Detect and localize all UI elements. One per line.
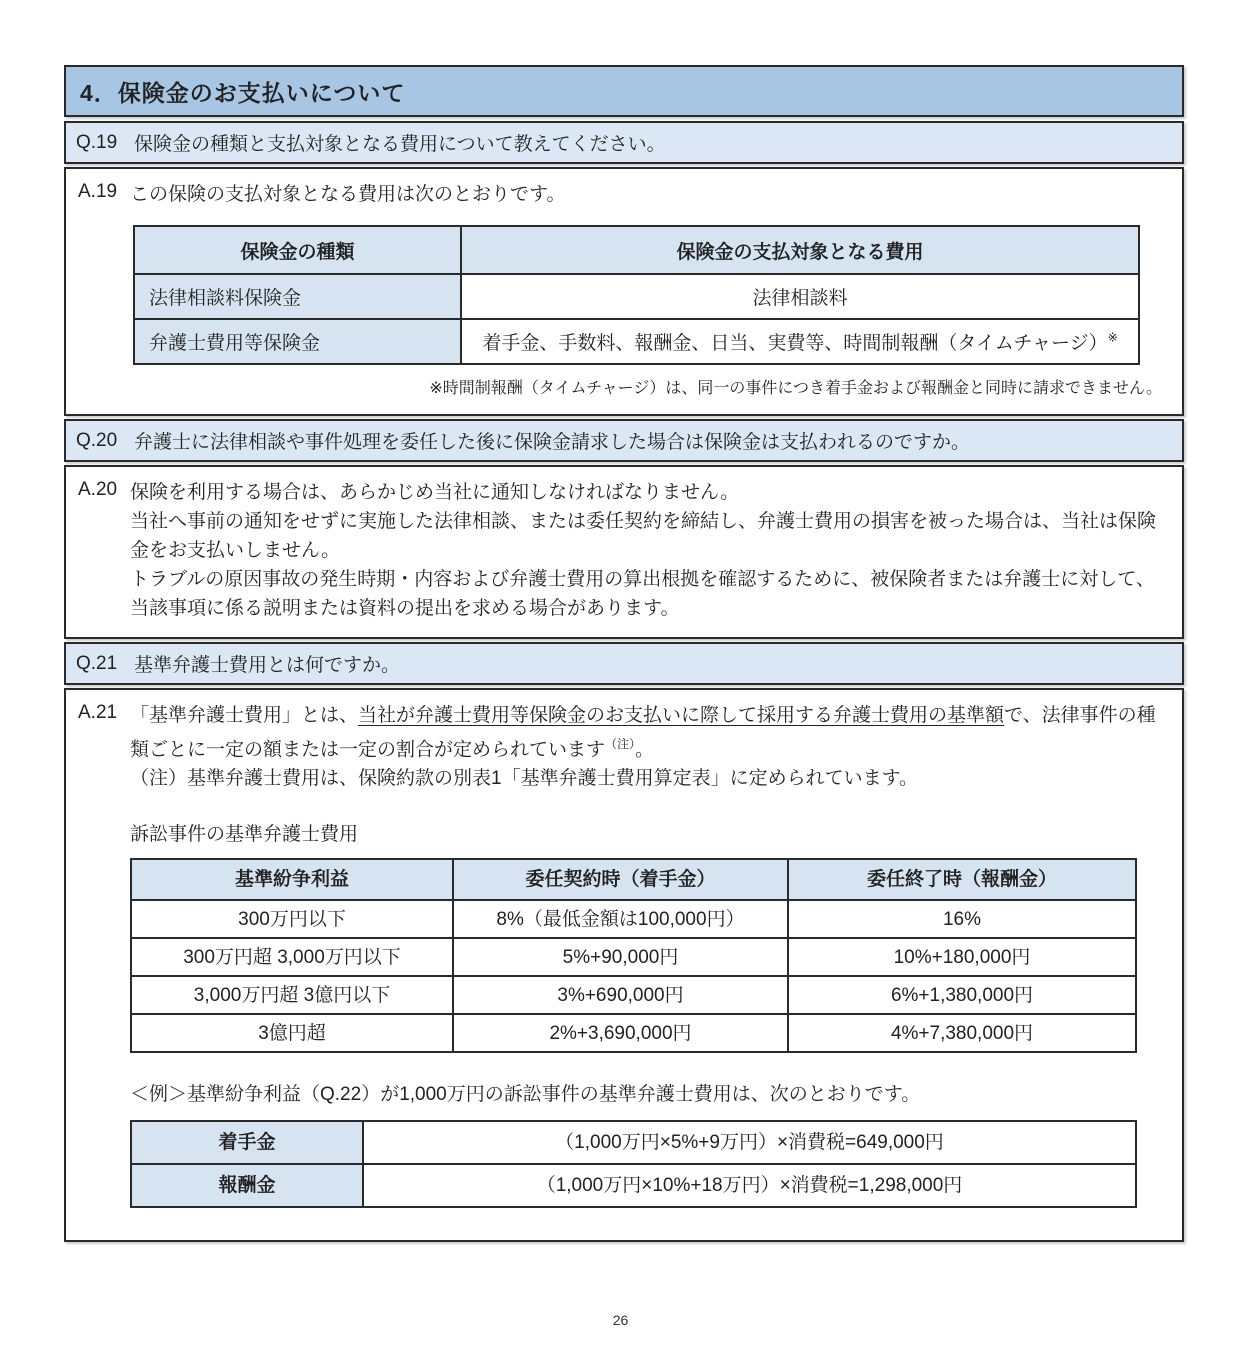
table-row [134, 319, 1139, 364]
answer-20-text [130, 478, 1166, 623]
answer-20-box [64, 465, 1184, 639]
answer-20-paragraph: 保険を利用する場合は、あらかじめ当社に通知しなければなりません。 [130, 482, 740, 503]
answer-21-paragraph [130, 701, 1166, 764]
table-header-row [131, 859, 1136, 900]
covered-cost-text: 着手金、手数料、報酬金、日当、実費等、時間制報酬（タイムチャージ） [482, 333, 1108, 354]
dispute-benefit-cell: 3,000万円超 3億円以下 [131, 976, 453, 1014]
answer-21-text [130, 701, 1166, 1208]
fee-type-cell: 報酬金 [131, 1164, 363, 1207]
dispute-benefit-cell: 300万円以下 [131, 900, 453, 938]
question-21-box [64, 642, 1184, 685]
answer-20-paragraph: トラブルの原因事故の発生時期・内容および弁護士費用の算出根拠を確認するために、被保険者または弁護士に対して、当該事項に係る説明または資料の提出を求める場合があります。 [130, 569, 1155, 619]
retainer-cell: 3%+690,000円 [453, 976, 788, 1014]
success-fee-cell: 4%+7,380,000円 [788, 1014, 1136, 1052]
page-content [64, 65, 1184, 1245]
table-row [131, 1014, 1136, 1052]
answer-21-label: A.21 [78, 702, 118, 723]
question-19-box [64, 121, 1184, 164]
table-row [131, 976, 1136, 1014]
calculation-cell: （1,000万円×10%+18万円）×消費税=1,298,000円 [363, 1164, 1136, 1207]
table-row [131, 1164, 1136, 1207]
example-calculation-table [130, 1120, 1137, 1208]
success-fee-cell: 10%+180,000円 [788, 938, 1136, 976]
page-number: 26 [612, 1312, 629, 1328]
paragraph-underlined: 当社が弁護士費用等保険金のお支払いに際して採用する弁護士費用の基準額 [358, 705, 1005, 726]
table-row [131, 900, 1136, 938]
table-header-row [134, 226, 1139, 274]
table-footnote: ※時間制報酬（タイムチャージ）は、同一の事件につき着手金および報酬金と同時に請求できません。 [429, 380, 1162, 397]
benefit-type-cell: 法律相談料保険金 [134, 274, 461, 319]
dispute-benefit-cell: 300万円超 3,000万円以下 [131, 938, 453, 976]
table-row [134, 274, 1139, 319]
reference-mark: ※ [1107, 330, 1118, 345]
note-superscript: （注） [605, 737, 636, 751]
covered-cost-cell: 法律相談料 [461, 274, 1139, 319]
answer-19-label: A.19 [78, 181, 118, 202]
dispute-benefit-cell: 3億円超 [131, 1014, 453, 1052]
answer-20-paragraph: 当社へ事前の通知をせずに実施した法律相談、または委任契約を締結し、弁護士費用の損害を被った場合は、当社は保険金をお支払いしません。 [130, 511, 1157, 561]
example-intro: ＜例＞基準紛争利益（Q.22）が1,000万円の訴訟事件の基準弁護士費用は、次のとおりです。 [130, 1084, 921, 1106]
calculation-cell: （1,000万円×5%+9万円）×消費税=649,000円 [363, 1121, 1136, 1164]
lawyer-fees-table [130, 858, 1137, 1053]
table-row [131, 938, 1136, 976]
success-fee-cell: 16% [788, 900, 1136, 938]
benefit-types-table [133, 225, 1140, 365]
answer-19-box [64, 167, 1184, 416]
answer-21-note: （注）基準弁護士費用は、保険約款の別表1「基準弁護士費用算定表」に定められています。 [130, 768, 919, 790]
retainer-cell: 8%（最低金額は100,000円） [453, 900, 788, 938]
dispute-benefit-header: 基準紛争利益 [131, 859, 453, 900]
retainer-header: 委任契約時（着手金） [453, 859, 788, 900]
question-21-label: Q.21 [76, 652, 118, 674]
fee-type-cell: 着手金 [131, 1121, 363, 1164]
success-fee-header: 委任終了時（報酬金） [788, 859, 1136, 900]
covered-cost-cell [461, 319, 1139, 364]
benefit-type-cell: 弁護士費用等保険金 [134, 319, 461, 364]
covered-cost-header: 保険金の支払対象となる費用 [461, 226, 1139, 274]
fees-table-caption: 訴訟事件の基準弁護士費用 [130, 824, 359, 846]
benefit-type-header: 保険金の種類 [134, 226, 461, 274]
success-fee-cell: 6%+1,380,000円 [788, 976, 1136, 1014]
answer-21-box [64, 688, 1184, 1242]
answer-19-intro: この保険の支払対象となる費用は次のとおりです。 [130, 184, 566, 205]
question-20-box [64, 419, 1184, 462]
question-19-text: 保険金の種類と支払対象となる費用について教えてください。 [134, 134, 666, 155]
section-header [64, 65, 1184, 117]
question-20-label: Q.20 [76, 429, 118, 451]
section-title: 4．保険金のお支払いについて [80, 79, 406, 106]
answer-20-label: A.20 [78, 479, 118, 500]
answer-21-row [72, 701, 1166, 1208]
paragraph-end: 。 [635, 739, 655, 761]
retainer-cell: 5%+90,000円 [453, 938, 788, 976]
paragraph-pre: 「基準弁護士費用」とは、 [130, 705, 359, 726]
question-20-text: 弁護士に法律相談や事件処理を委任した後に保険金請求した場合は保険金は支払われるのですか。 [134, 432, 971, 453]
question-21-text: 基準弁護士費用とは何ですか。 [134, 655, 401, 676]
table-row [131, 1121, 1136, 1164]
retainer-cell: 2%+3,690,000円 [453, 1014, 788, 1052]
paragraph-mid: で、法律事件の種類ごとに一定の額または一定の割合が定められています [130, 705, 1156, 761]
answer-19-intro-row [72, 180, 1166, 209]
question-19-label: Q.19 [76, 131, 118, 153]
answer-20-row [72, 478, 1166, 623]
